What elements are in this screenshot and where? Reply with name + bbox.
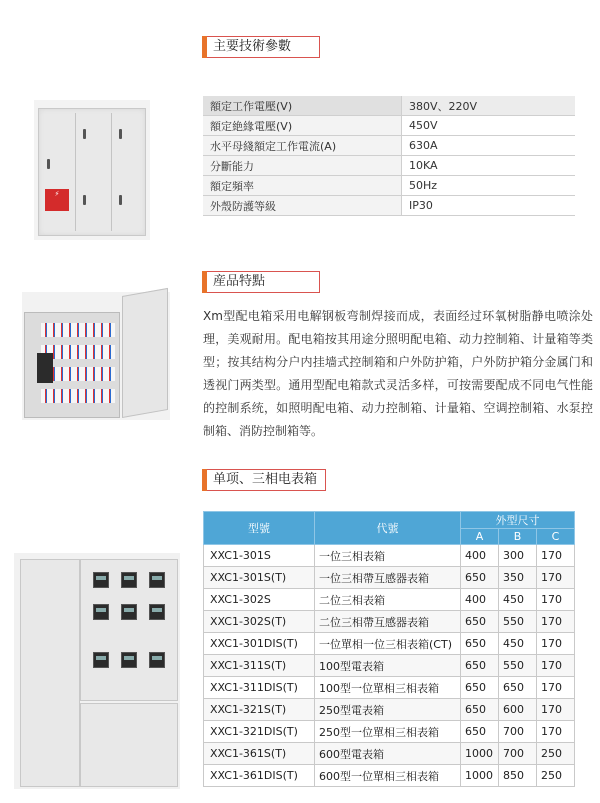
params-row — [203, 176, 575, 196]
name-cell: 600型電表箱 — [315, 743, 461, 765]
dim-a-cell: 1000 — [461, 743, 499, 765]
dim-b-cell: 700 — [499, 721, 537, 743]
model-cell: XXC1-321S(T) — [204, 699, 315, 721]
params-table — [203, 96, 575, 216]
dim-b-cell: 550 — [499, 655, 537, 677]
dim-b-cell: 550 — [499, 611, 537, 633]
name-cell: 二位三相表箱 — [315, 589, 461, 611]
param-label: 額定頻率 — [203, 176, 402, 196]
name-cell: 600型一位單相三相表箱 — [315, 765, 461, 787]
header-a: A — [461, 529, 499, 545]
warning-sign-icon: ⚡ — [45, 189, 69, 211]
dim-c-cell: 250 — [537, 765, 575, 787]
dim-a-cell: 650 — [461, 699, 499, 721]
model-cell: XXC1-361DIS(T) — [204, 765, 315, 787]
dim-c-cell: 170 — [537, 611, 575, 633]
dim-b-cell: 600 — [499, 699, 537, 721]
dim-c-cell: 170 — [537, 567, 575, 589]
name-cell: 100型一位單相三相表箱 — [315, 677, 461, 699]
dim-b-cell: 450 — [499, 633, 537, 655]
param-value: 10KA — [402, 156, 576, 176]
dim-c-cell: 170 — [537, 677, 575, 699]
table-row — [204, 721, 575, 743]
header-b: B — [499, 529, 537, 545]
name-cell: 250型電表箱 — [315, 699, 461, 721]
name-cell: 一位三相表箱 — [315, 545, 461, 567]
table-row — [204, 611, 575, 633]
model-cell: XXC1-301DIS(T) — [204, 633, 315, 655]
params-row — [203, 116, 575, 136]
product-table — [203, 511, 575, 787]
params-row — [203, 156, 575, 176]
param-value: IP30 — [402, 196, 576, 216]
model-cell: XXC1-302S(T) — [204, 611, 315, 633]
param-value: 630A — [402, 136, 576, 156]
dim-a-cell: 650 — [461, 633, 499, 655]
model-cell: XXC1-302S — [204, 589, 315, 611]
params-row — [203, 196, 575, 216]
header-model: 型號 — [204, 512, 315, 545]
open-cabinet-image — [22, 292, 170, 420]
name-cell: 二位三相帶互感器表箱 — [315, 611, 461, 633]
table-row — [204, 589, 575, 611]
param-value: 50Hz — [402, 176, 576, 196]
param-label: 水平母綫額定工作電流(A) — [203, 136, 402, 156]
dim-a-cell: 1000 — [461, 765, 499, 787]
header-c: C — [537, 529, 575, 545]
param-label: 額定絶緣電壓(V) — [203, 116, 402, 136]
params-row — [203, 136, 575, 156]
features-description: Xm型配电箱采用电解钢板弯制焊接而成，表面经过环氧树脂静电喷涂处理，美观耐用。配电箱按其用途分照明配电箱、动力控制箱、计量箱等类型；按其结构分户内挂墙式控制箱和户外防护箱，户外防护箱分金属门和透视门两类型。通用型配电箱款式灵活多样，可按需要配成不同电气性能的控制系统，如照明配电箱、动力控制箱、计量箱、空调控制箱、水泵控制箱、消防控制箱等。 — [203, 309, 593, 438]
table-row — [204, 655, 575, 677]
dim-b-cell: 850 — [499, 765, 537, 787]
param-label: 分斷能力 — [203, 156, 402, 176]
dim-c-cell: 250 — [537, 743, 575, 765]
dim-c-cell: 170 — [537, 545, 575, 567]
dim-c-cell: 170 — [537, 589, 575, 611]
dim-c-cell: 170 — [537, 699, 575, 721]
model-cell: XXC1-361S(T) — [204, 743, 315, 765]
section-title-features: 産品特點 — [202, 271, 320, 293]
model-cell: XXC1-311DIS(T) — [204, 677, 315, 699]
dim-a-cell: 400 — [461, 589, 499, 611]
dim-a-cell: 400 — [461, 545, 499, 567]
param-label: 額定工作電壓(V) — [203, 96, 402, 116]
dim-a-cell: 650 — [461, 611, 499, 633]
param-value: 380V、220V — [402, 96, 576, 116]
dim-b-cell: 300 — [499, 545, 537, 567]
dim-a-cell: 650 — [461, 567, 499, 589]
section-title-products: 单项、三相电表箱 — [202, 469, 326, 491]
dim-c-cell: 170 — [537, 655, 575, 677]
name-cell: 一位三相帶互感器表箱 — [315, 567, 461, 589]
dim-b-cell: 650 — [499, 677, 537, 699]
model-cell: XXC1-311S(T) — [204, 655, 315, 677]
header-name: 代號 — [315, 512, 461, 545]
table-row — [204, 633, 575, 655]
model-cell: XXC1-301S(T) — [204, 567, 315, 589]
table-row — [204, 677, 575, 699]
model-cell: XXC1-301S — [204, 545, 315, 567]
param-value: 450V — [402, 116, 576, 136]
table-row — [204, 743, 575, 765]
dim-b-cell: 700 — [499, 743, 537, 765]
table-row — [204, 699, 575, 721]
dim-a-cell: 650 — [461, 677, 499, 699]
dim-c-cell: 170 — [537, 633, 575, 655]
param-label: 外殼防護等級 — [203, 196, 402, 216]
table-row — [204, 765, 575, 787]
distribution-cabinet-image — [34, 100, 150, 240]
model-cell: XXC1-321DIS(T) — [204, 721, 315, 743]
table-row — [204, 567, 575, 589]
dim-a-cell: 650 — [461, 655, 499, 677]
name-cell: 100型電表箱 — [315, 655, 461, 677]
dim-b-cell: 350 — [499, 567, 537, 589]
meter-box-image — [14, 553, 180, 789]
dim-a-cell: 650 — [461, 721, 499, 743]
header-dims: 外型尺寸 — [461, 512, 575, 529]
name-cell: 一位單相一位三相表箱(CT) — [315, 633, 461, 655]
params-row — [203, 96, 575, 116]
name-cell: 250型一位單相三相表箱 — [315, 721, 461, 743]
table-row — [204, 545, 575, 567]
dim-b-cell: 450 — [499, 589, 537, 611]
section-title-params: 主要技術參數 — [202, 36, 320, 58]
dim-c-cell: 170 — [537, 721, 575, 743]
